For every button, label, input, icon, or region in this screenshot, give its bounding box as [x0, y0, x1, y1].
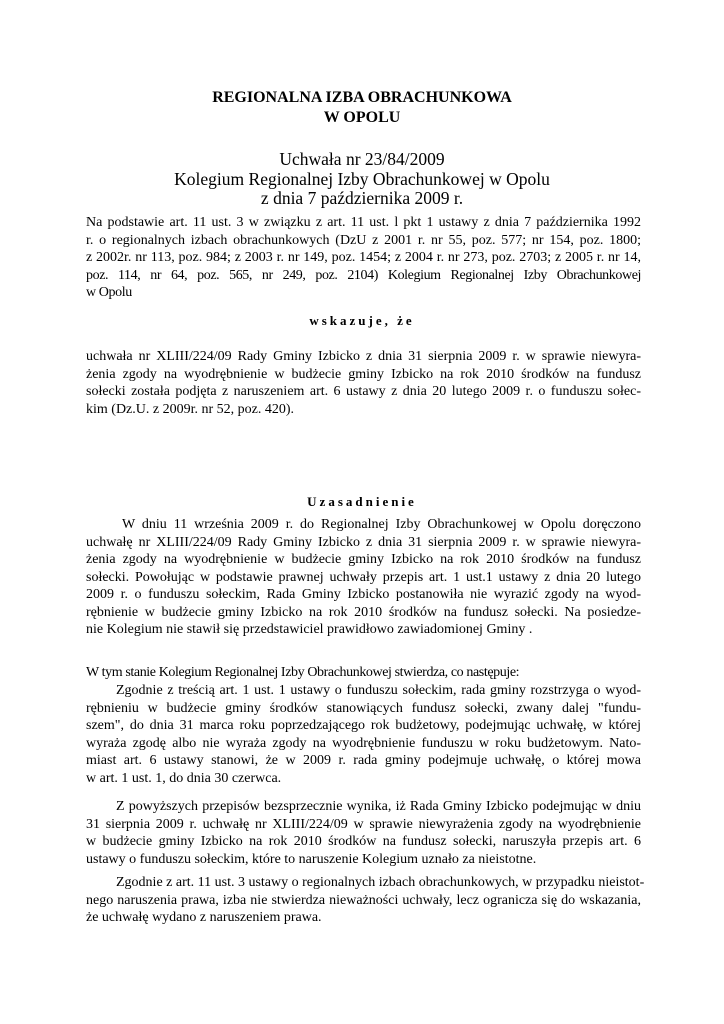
- text-line: sołecki została podjęta z naruszeniem art. 6 ustawy z dnia 20 lutego 2009 r. o funduszu sołec-: [86, 384, 641, 399]
- text-line: kim (Dz.U. z 2009r. nr 52, poz. 420).: [86, 401, 295, 417]
- justification-paragraph-2: [86, 682, 641, 787]
- resolution-issuer: Kolegium Regionalnej Izby Obrachunkowej w Opolu: [174, 168, 550, 189]
- text-line: r. o regionalnych izbach obrachunkowych (DzU z 2001 r. nr 55, poz. 577; nr 154, poz. 1800;: [86, 232, 641, 248]
- findings-intro: [86, 664, 641, 682]
- text-line: że uchwałę wydano z naruszeniem prawa.: [86, 910, 322, 925]
- decision-heading: wskazuje, że: [309, 313, 415, 328]
- text-line: wyraża zgodę albo nie wyraża zgody na wyodrębnienie funduszu w roku budżetowym. Nato-: [86, 735, 641, 751]
- decision-paragraph: [86, 348, 641, 418]
- resolution-title: [0, 150, 724, 209]
- text-line: W dniu 11 września 2009 r. do Regionalnej Izby Obrachunkowej w Opolu doręczono: [122, 517, 641, 532]
- justification-paragraph-1: [86, 516, 641, 639]
- text-line: nie Kolegium nie stawił się przedstawiciel prawidłowo zawiadomionej Gminy .: [86, 622, 533, 637]
- text-line: Z powyższych przepisów bezsprzecznie wynika, iż Rada Gminy Izbicko podejmując w dniu: [116, 799, 641, 814]
- text-line: 2009 r. o funduszu sołeckim, Rada Gminy Izbicko postanowiła nie wyrazić zgody na wyod-: [86, 587, 641, 602]
- institution-name: REGIONALNA IZBA OBRACHUNKOWA: [212, 89, 512, 106]
- text-line: żenia zgody na wyodrębnienie w budżecie gminy Izbicko na rok 2010 środków na fundusz: [86, 366, 641, 382]
- text-line: uchwała nr XLIII/224/09 Rady Gminy Izbicko z dnia 31 sierpnia 2009 r. w sprawie niewyra-: [86, 349, 641, 364]
- text-line: 31 sierpnia 2009 r. uchwałę nr XLIII/224/09 w sprawie niewyrażenia zgody na wyodrębnienie: [86, 816, 641, 832]
- text-line: nego naruszenia prawa, izba nie stwierdza nieważności uchwały, lecz ogranicza się do wskazania,: [86, 892, 641, 908]
- text-line: sołecki. Powołując w podstawie prawnej uchwały przepis art. 1 ust.1 ustawy z dnia 20 lutego: [86, 569, 641, 585]
- text-line: w art. 1 ust. 1, do dnia 30 czerwca.: [86, 770, 282, 786]
- text-line: w budżecie gminy Izbicko na rok 2010 środków na fundusz sołecki, naruszyła przepis art. 6: [86, 834, 641, 849]
- text-line: poz. 114, nr 64, poz. 565, nr 249, poz. 2104) Kolegium Regionalnej Izby Obrachunkowej: [86, 267, 641, 283]
- text-line: miast art. 6 ustawy stanowi, że w 2009 r. rada gminy podejmuje uchwałę, o której mowa: [86, 753, 641, 768]
- resolution-number: Uchwała nr 23/84/2009: [279, 149, 445, 169]
- text-line: z 2002r. nr 113, poz. 984; z 2003 r. nr 149, poz. 1454; z 2004 r. nr 273, poz. 2703; z 2005 r. nr 14,: [86, 250, 641, 265]
- resolution-date: z dnia 7 października 2009 r.: [260, 188, 464, 208]
- justification-paragraph-4: [86, 874, 645, 927]
- justification-heading: Uzasadnienie: [307, 494, 417, 509]
- text-line: szem", do dnia 31 marca roku poprzedzającego rok budżetowy, podejmując uchwałę, w której: [86, 718, 641, 733]
- institution-city: W OPOLU: [323, 109, 401, 126]
- text-line: Zgodnie z art. 11 ust. 3 ustawy o regionalnych izbach obrachunkowych, w przypadku nieistot-: [116, 875, 645, 890]
- text-line: żenia zgody na wyodrębnienie w budżecie gminy Izbicko na rok 2010 środków na fundusz: [86, 552, 641, 567]
- text-line: rębnienie w budżecie gminy Izbicko na rok 2010 środków na fundusz sołecki. Na posiedze-: [86, 604, 641, 620]
- text-line: Zgodnie z treścią art. 1 ust. 1 ustawy o funduszu sołeckim, rada gminy rozstrzyga o wyod-: [116, 683, 641, 698]
- text-line: ustawy o funduszu sołeckim, które to naruszenie Kolegium uznało za nieistotne.: [86, 851, 537, 867]
- legal-basis-paragraph: [86, 214, 641, 302]
- text-line: Na podstawie art. 11 ust. 3 w związku z art. 11 ust. l pkt 1 ustawy z dnia 7 października 1992: [86, 215, 641, 230]
- justification-paragraph-3: [86, 798, 641, 868]
- text-line: W tym stanie Kolegium Regionalnej Izby Obrachunkowej stwierdza, co następuje:: [86, 665, 520, 680]
- institution-header: [0, 88, 724, 128]
- text-line: rębnieniu w budżecie gminy środków stanowiących fundusz sołecki, zwany dalej "fundu-: [86, 700, 641, 716]
- text-line: uchwałę nr XLIII/224/09 Rady Gminy Izbicko z dnia 31 sierpnia 2009 r. w sprawie niewyra-: [86, 534, 641, 550]
- text-line: w Opolu: [86, 285, 132, 300]
